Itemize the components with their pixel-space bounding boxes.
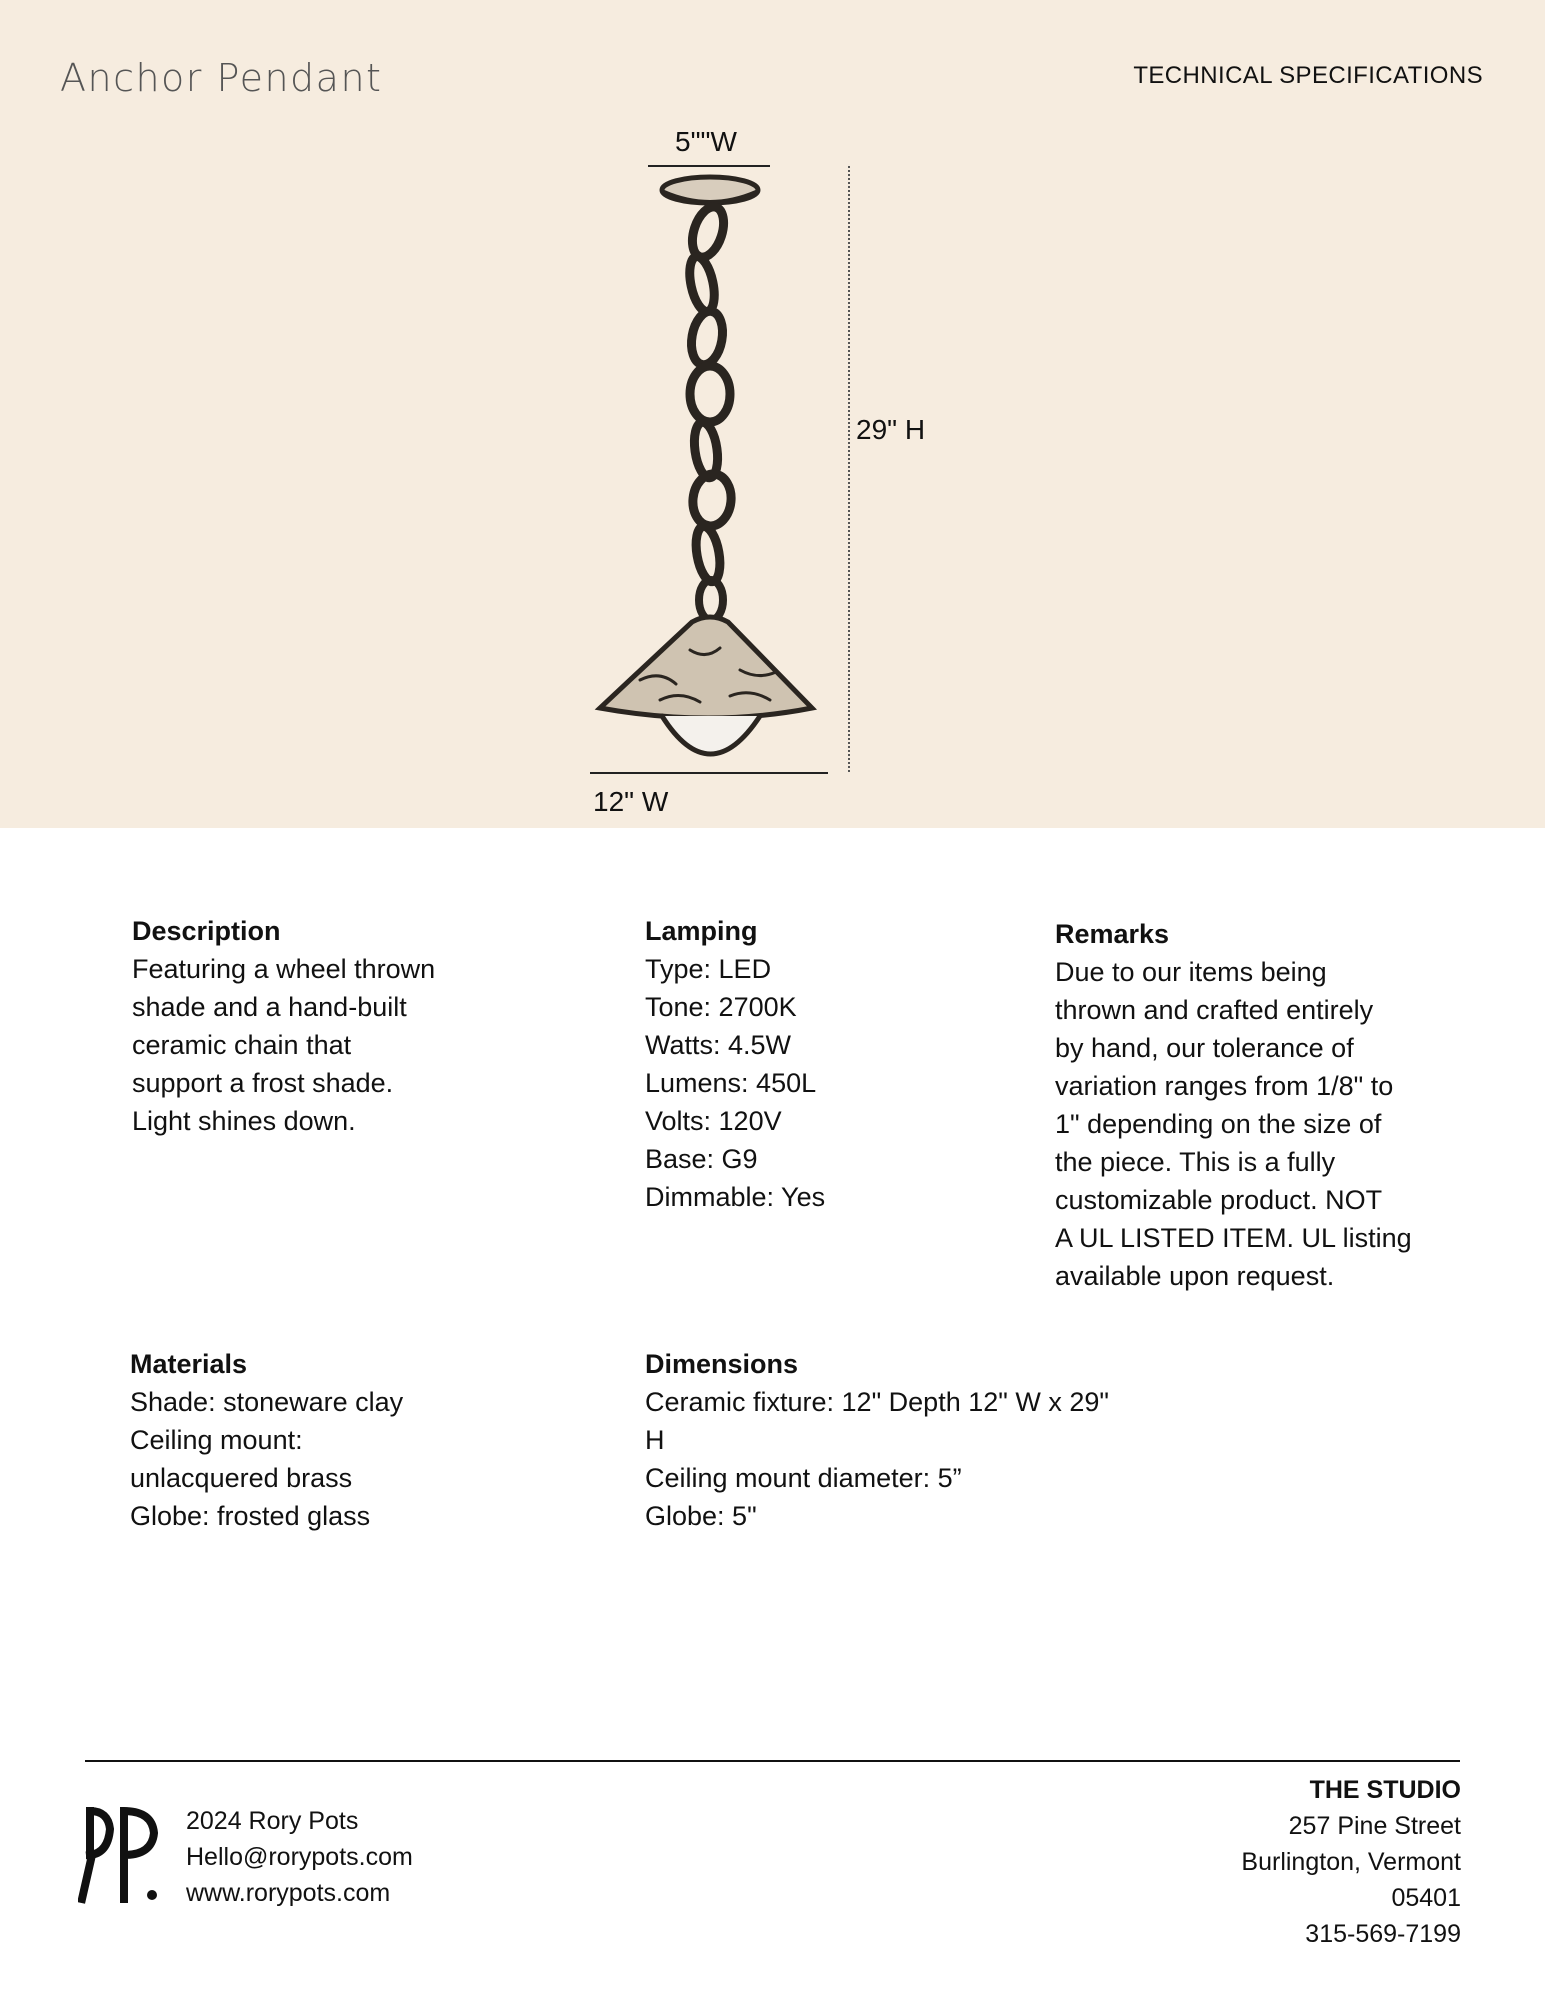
description-line: support a frost shade.: [132, 1068, 394, 1098]
lamping-tone: Tone: 2700K: [645, 992, 797, 1022]
description-heading: Description: [132, 916, 281, 946]
remarks-line: 1" depending on the size of: [1055, 1109, 1382, 1139]
lamp-shade: [600, 617, 812, 718]
materials-line: Globe: frosted glass: [130, 1501, 371, 1531]
remarks-line: available upon request.: [1055, 1261, 1335, 1291]
remarks-line: customizable product. NOT: [1055, 1185, 1383, 1215]
remarks-line: Due to our items being: [1055, 957, 1327, 987]
top-width-label: 5""W: [675, 126, 737, 157]
dimensions-section: [645, 1345, 1135, 1535]
studio-zip: 05401: [1391, 1884, 1461, 1912]
lamping-base: Base: G9: [645, 1144, 758, 1174]
pendant-illustration: [580, 160, 840, 760]
chain-link: [685, 254, 718, 313]
chain-link: [687, 203, 730, 261]
materials-line: unlacquered brass: [130, 1463, 353, 1493]
remarks-line: by hand, our tolerance of: [1055, 1033, 1354, 1063]
lamping-heading: Lamping: [645, 916, 758, 946]
dimensions-line: Ceramic fixture: 12" Depth 12" W x 29": [645, 1387, 1109, 1417]
remarks-line: variation ranges from 1/8" to: [1055, 1071, 1394, 1101]
logo-p-stroke: [124, 1811, 154, 1899]
document-subtitle: TECHNICAL SPECIFICATIONS: [1133, 62, 1483, 89]
rory-pots-logo: [78, 1805, 168, 1905]
lamping-type: Type: LED: [645, 954, 772, 984]
remarks-heading: Remarks: [1055, 919, 1170, 949]
lamping-watts: Watts: 4.5W: [645, 1030, 792, 1060]
lamping-dimmable: Dimmable: Yes: [645, 1182, 826, 1212]
description-line: Featuring a wheel thrown: [132, 954, 436, 984]
materials-line: Shade: stoneware clay: [130, 1387, 404, 1417]
description-section: [132, 912, 472, 1140]
product-title: Anchor Pendant: [60, 56, 383, 100]
ceiling-canopy: [662, 177, 758, 203]
frosted-globe: [662, 716, 760, 754]
studio-street: 257 Pine Street: [1288, 1812, 1461, 1840]
lamping-volts: Volts: 120V: [645, 1106, 782, 1136]
chain-link: [688, 309, 727, 367]
materials-section: [130, 1345, 470, 1535]
studio-address: [1241, 1772, 1461, 1952]
chain-link: [692, 525, 723, 584]
dimensions-line: Globe: 5": [645, 1501, 757, 1531]
dimensions-line: H: [645, 1425, 665, 1455]
materials-heading: Materials: [130, 1349, 248, 1379]
studio-city: Burlington, Vermont: [1241, 1848, 1461, 1876]
materials-line: Ceiling mount:: [130, 1425, 303, 1455]
bottom-width-label: 12" W: [593, 786, 669, 817]
bottom-width-rule: [590, 772, 828, 774]
footer-contact: [186, 1803, 413, 1911]
logo-r-stroke: [82, 1811, 110, 1899]
remarks-line: the piece. This is a fully: [1055, 1147, 1336, 1177]
lamping-section: [645, 912, 985, 1216]
remarks-line: A UL LISTED ITEM. UL listing: [1055, 1223, 1412, 1253]
remarks-section: [1055, 915, 1425, 1295]
studio-heading: THE STUDIO: [1309, 1776, 1461, 1804]
chain-link: [690, 366, 730, 422]
height-label: 29" H: [856, 414, 926, 445]
footer-divider: [85, 1760, 1460, 1762]
description-line: Light shines down.: [132, 1106, 356, 1136]
studio-phone[interactable]: 315-569-7199: [1305, 1920, 1461, 1948]
hero-panel: [0, 0, 1545, 828]
description-line: shade and a hand-built: [132, 992, 407, 1022]
description-line: ceramic chain that: [132, 1030, 352, 1060]
height-dimension-rule: [848, 166, 850, 772]
dimensions-heading: Dimensions: [645, 1349, 799, 1379]
dimensions-line: Ceiling mount diameter: 5”: [645, 1463, 962, 1493]
copyright-text: 2024 Rory Pots: [186, 1807, 359, 1835]
remarks-line: thrown and crafted entirely: [1055, 995, 1374, 1025]
website-link[interactable]: www.rorypots.com: [186, 1879, 391, 1907]
logo-dot: [147, 1890, 157, 1900]
email-link[interactable]: Hello@rorypots.com: [186, 1843, 413, 1871]
lamping-lumens: Lumens: 450L: [645, 1068, 817, 1098]
